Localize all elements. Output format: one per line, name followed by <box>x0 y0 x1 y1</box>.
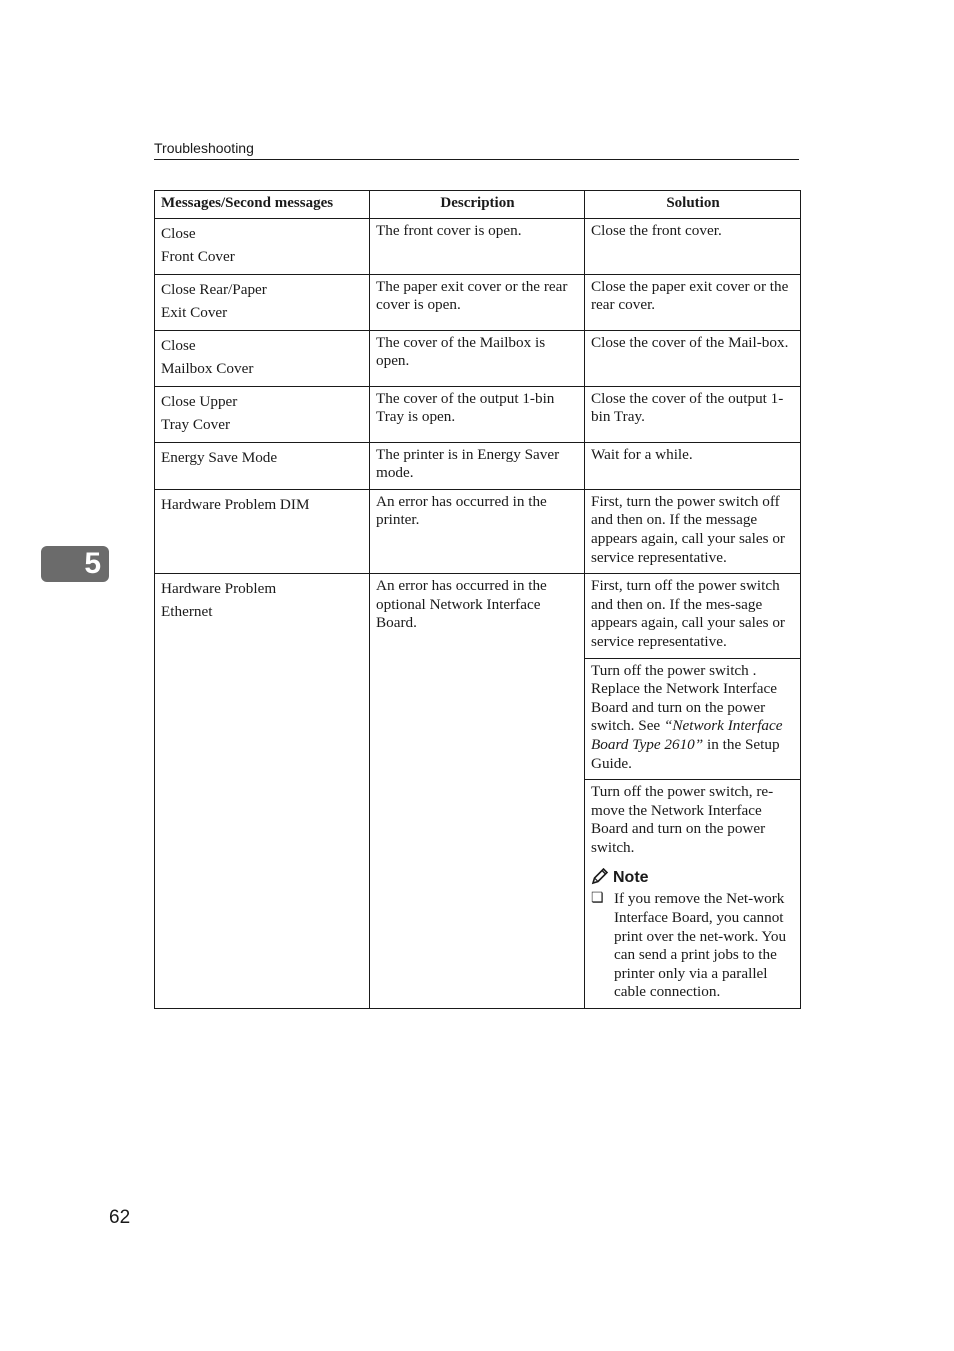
checkbox-bullet-icon: ❏ <box>591 891 604 907</box>
solution-cell <box>585 780 801 1009</box>
solution-text: Turn off the power switch . Replace the Network Interface Board and turn on the power switch. See <box>591 661 777 735</box>
table-header-row <box>155 191 801 219</box>
message-line: Hardware Problem <box>161 580 277 598</box>
description-cell: An error has occurred in the printer. <box>370 489 585 573</box>
message-cell <box>155 489 370 573</box>
message-line: Hardware Problem DIM <box>161 495 310 513</box>
solution-cell: First, turn off the power switch and then on. If the mes-sage appears again, call your sales or service representative. <box>585 574 801 658</box>
message-line: Close Upper <box>161 392 238 410</box>
table-row <box>155 442 801 489</box>
message-line: Ethernet <box>161 603 213 621</box>
solution-cell <box>585 658 801 780</box>
message-cell <box>155 330 370 386</box>
column-header-solution: Solution <box>585 191 801 219</box>
note-label: Note <box>613 869 649 887</box>
message-line: Front Cover <box>161 247 235 265</box>
setup-guide-reference: “Network Interface Board Type 2610” <box>591 717 783 753</box>
description-cell: The cover of the output 1-bin Tray is open. <box>370 386 585 442</box>
message-cell <box>155 274 370 330</box>
solution-cell: Close the paper exit cover or the rear cover. <box>585 274 801 330</box>
table-row <box>155 386 801 442</box>
solution-cell: Wait for a while. <box>585 442 801 489</box>
table-row <box>155 218 801 274</box>
note-text: If you remove the Net-work Interface Board, you cannot print over the net-work. You can send a print jobs to the printer only via a parallel cable connection. <box>614 890 787 1001</box>
description-cell: The printer is in Energy Saver mode. <box>370 442 585 489</box>
running-header: Troubleshooting <box>154 139 799 160</box>
solution-cell: Close the cover of the Mail-box. <box>585 330 801 386</box>
message-line: Tray Cover <box>161 415 231 433</box>
chapter-tab: 5 <box>41 546 109 582</box>
message-cell <box>155 386 370 442</box>
column-header-messages: Messages/Second messages <box>155 191 370 219</box>
table-row <box>155 574 801 658</box>
message-cell <box>155 574 370 1009</box>
solution-cell: First, turn the power switch off and then on. If the message appears again, call your sales or service representative. <box>585 489 801 573</box>
message-line: Energy Save Mode <box>161 448 278 466</box>
solution-text: Turn off the power switch, re-move the Network Interface Board and turn on the power switch. <box>591 783 774 856</box>
table-row <box>155 489 801 573</box>
solution-cell: Close the cover of the output 1-bin Tray. <box>585 386 801 442</box>
message-line: Close <box>161 336 196 354</box>
message-line: Close <box>161 224 196 242</box>
table-row <box>155 330 801 386</box>
page-number: 62 <box>109 1207 131 1228</box>
solution-text: in the Setup Guide. <box>591 735 780 772</box>
message-cell <box>155 442 370 489</box>
description-cell: An error has occurred in the optional Network Interface Board. <box>370 574 585 1009</box>
description-cell: The paper exit cover or the rear cover is open. <box>370 274 585 330</box>
message-line: Mailbox Cover <box>161 359 254 377</box>
message-line: Close Rear/Paper <box>161 280 267 298</box>
pencil-icon <box>591 869 613 886</box>
message-line: Exit Cover <box>161 303 228 321</box>
description-cell: The front cover is open. <box>370 218 585 274</box>
description-cell: The cover of the Mailbox is open. <box>370 330 585 386</box>
troubleshooting-table <box>154 190 801 1009</box>
message-cell <box>155 218 370 274</box>
note-heading <box>591 867 795 889</box>
table-row <box>155 274 801 330</box>
column-header-description: Description <box>370 191 585 219</box>
note-item <box>591 890 795 1002</box>
solution-cell: Close the front cover. <box>585 218 801 274</box>
